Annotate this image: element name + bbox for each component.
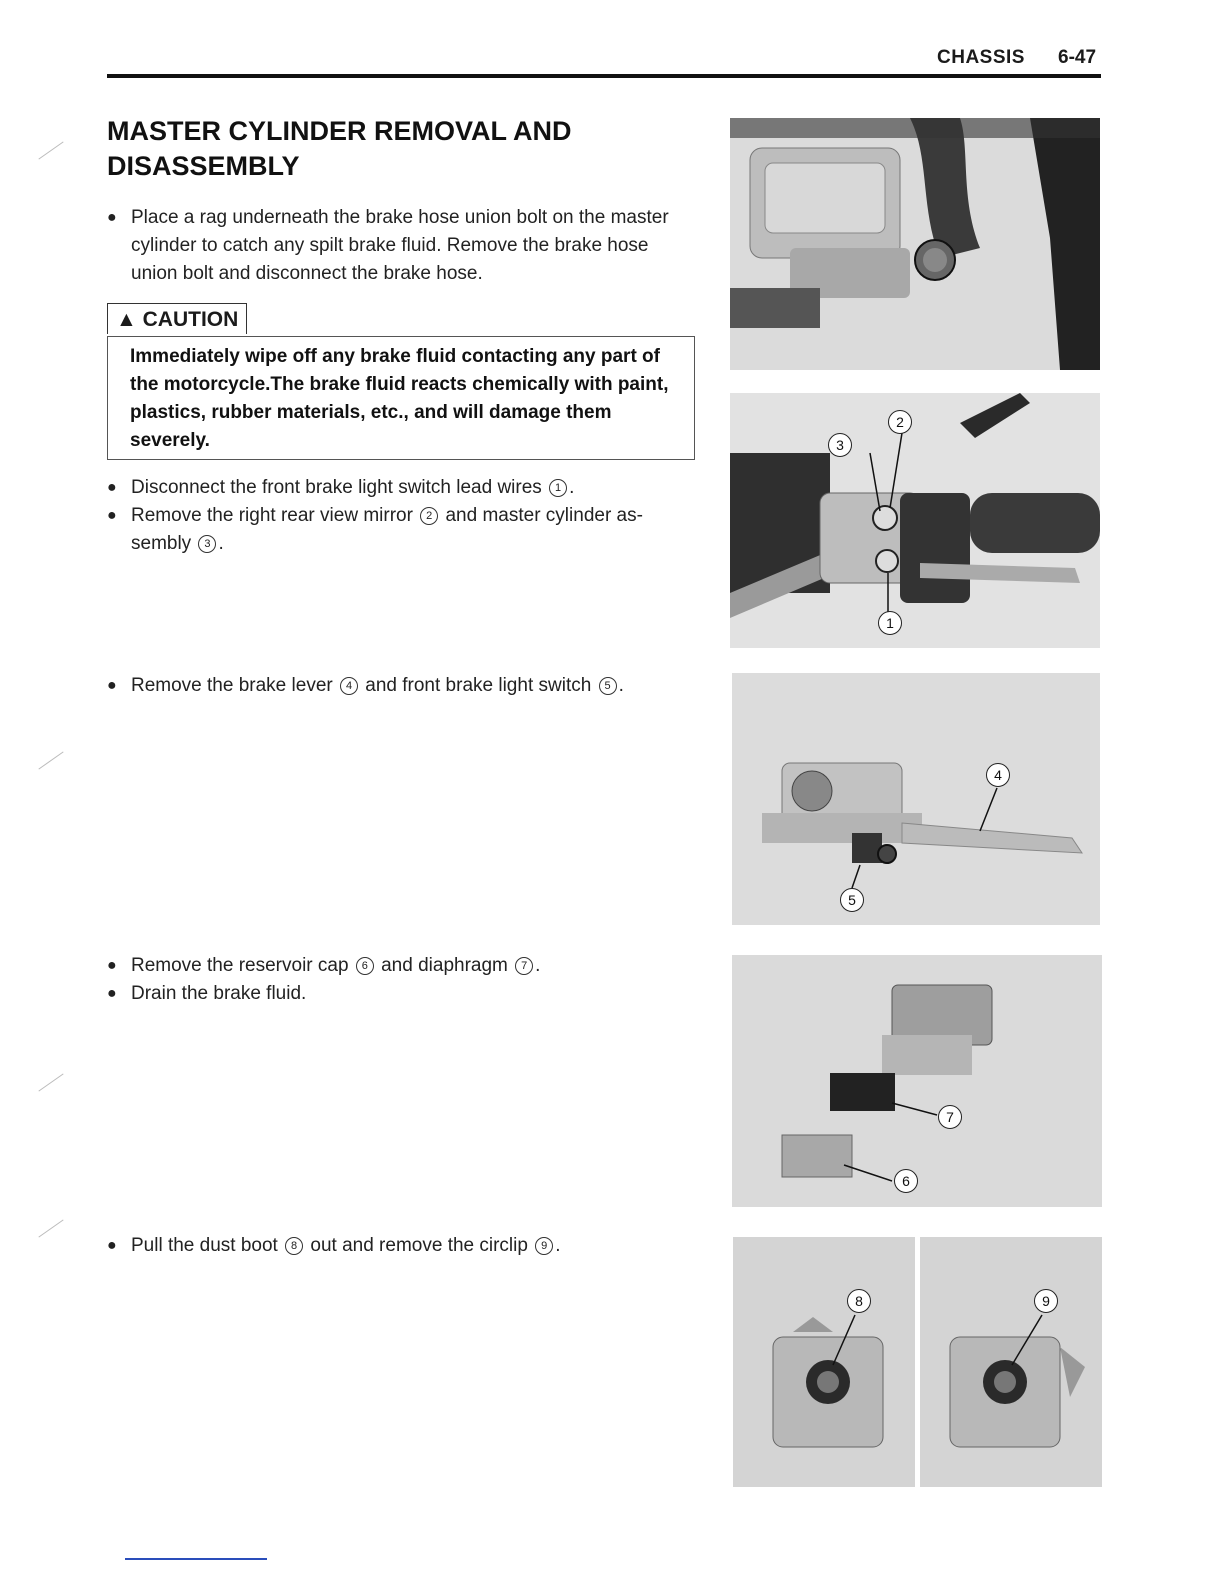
photo-illustration: [732, 955, 1102, 1207]
step-disconnect-wires: [107, 474, 697, 502]
caution-label-text: CAUTION: [142, 308, 239, 331]
callout-dust-boot: 8: [847, 1289, 871, 1313]
bullet-dot: ●: [107, 957, 117, 974]
step-text-part: Disconnect the front brake light switch lead wires: [131, 477, 542, 498]
step-text: [107, 1232, 697, 1260]
callout-reservoir-cap: 6: [894, 1169, 918, 1193]
photo-circlip: [920, 1237, 1102, 1487]
step-text-part: out and remove the circlip: [310, 1235, 528, 1256]
step-text: [107, 474, 697, 502]
step-drain-fluid: [107, 980, 697, 1008]
step-text-part: .: [218, 533, 224, 554]
step-text-part: .: [535, 955, 541, 976]
bullet-dot: ●: [107, 479, 117, 496]
step-text-part: .: [569, 477, 575, 498]
step-text-part: Remove the reservoir cap: [131, 955, 349, 976]
page-title: MASTER CYLINDER REMOVAL AND DISASSEMBLY: [107, 116, 572, 181]
callout-lead-wires: 1: [878, 611, 902, 635]
bullet-dot: ●: [107, 209, 117, 226]
step-text-part: Remove the brake lever: [131, 675, 333, 696]
callout-brake-light-switch: 5: [840, 888, 864, 912]
step-remove-brake-lever: [107, 672, 697, 700]
warning-triangle-icon: ▲: [116, 308, 137, 331]
margin-mark: [38, 751, 63, 769]
step-text: Place a rag underneath the brake hose union bolt on the master cylinder to catch any spilt brake fluid. Remove the brake hose union bolt and disconnect the brake hose.: [131, 207, 669, 284]
caution-label: [107, 303, 247, 334]
step-text-part: Remove the right rear view mirror: [131, 505, 413, 526]
photo-hose-union-bolt: [730, 118, 1100, 370]
footer-rule: [125, 1558, 267, 1560]
step-text-part: and master cylinder as-sembly: [131, 505, 643, 554]
page-number: 6-47: [1058, 47, 1097, 68]
step-dust-boot: [107, 1232, 697, 1260]
caution-text: Immediately wipe off any brake fluid contacting any part of the motorcycle.The brake fluid reacts chemically with paint, plastics, rubber materials, etc., and will damage them severely.: [130, 346, 669, 451]
step-hose-union-bolt: [107, 204, 697, 288]
photo-dust-boot: [733, 1237, 915, 1487]
step-text: [107, 952, 697, 980]
step-text-part: and diaphragm: [381, 955, 508, 976]
bullet-dot: ●: [107, 1237, 117, 1254]
step-text-part: Pull the dust boot: [131, 1235, 278, 1256]
step-text-part: and front brake light switch: [365, 675, 592, 696]
photo-reservoir-parts: [732, 955, 1102, 1207]
step-text: [107, 502, 697, 558]
photo-illustration: [732, 673, 1100, 925]
photo-illustration: [730, 118, 1100, 370]
callout-diaphragm: 7: [938, 1105, 962, 1129]
callout-ref: 1: [549, 479, 567, 497]
callout-ref: 4: [340, 677, 358, 695]
callout-master-cylinder: 3: [828, 433, 852, 457]
callout-circlip: 9: [1034, 1289, 1058, 1313]
callout-ref: 6: [356, 957, 374, 975]
photo-handlebar-assembly: [730, 393, 1100, 648]
bullet-dot: ●: [107, 677, 117, 694]
margin-mark: [38, 141, 63, 159]
photo-illustration: [733, 1237, 915, 1487]
step-text: Drain the brake fluid.: [131, 983, 307, 1004]
step-text-part: .: [555, 1235, 561, 1256]
callout-mirror: 2: [888, 410, 912, 434]
step-remove-reservoir-cap: [107, 952, 697, 980]
callout-ref: 3: [198, 535, 216, 553]
header-section: CHASSIS: [937, 47, 1025, 68]
step-remove-mirror: [107, 502, 697, 558]
header-rule: [107, 74, 1101, 78]
callout-ref: 2: [420, 507, 438, 525]
photo-illustration: [920, 1237, 1102, 1487]
callout-ref: 7: [515, 957, 533, 975]
photo-illustration: [730, 393, 1100, 648]
bullet-dot: ●: [107, 507, 117, 524]
callout-brake-lever: 4: [986, 763, 1010, 787]
callout-ref: 9: [535, 1237, 553, 1255]
step-text: [107, 672, 697, 700]
margin-mark: [38, 1073, 63, 1091]
photo-brake-lever: [732, 673, 1100, 925]
step-text-part: .: [618, 675, 624, 696]
bullet-dot: ●: [107, 985, 117, 1002]
callout-ref: 8: [285, 1237, 303, 1255]
margin-mark: [38, 1219, 63, 1237]
callout-ref: 5: [599, 677, 617, 695]
